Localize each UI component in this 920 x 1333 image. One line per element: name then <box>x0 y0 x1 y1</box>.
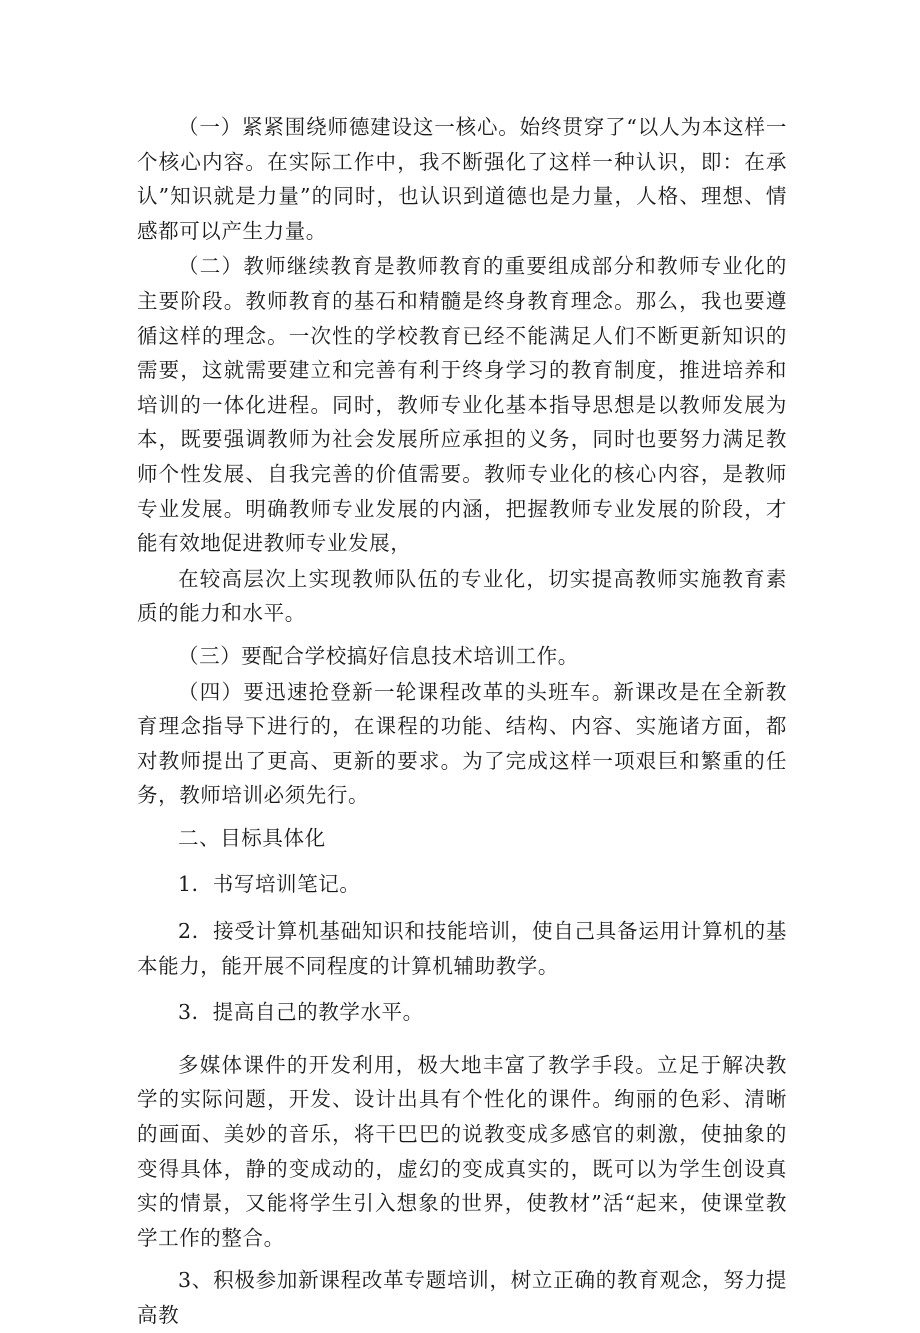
document-page <box>137 110 787 1333</box>
list-item-3: 3．提高自己的教学水平。 <box>178 1000 424 1025</box>
paragraph-reform-training: 3、积极参加新课程改革专题培训，树立正确的教育观念，努力提高教 <box>137 1268 787 1327</box>
section-heading-goals: 二、目标具体化 <box>178 825 326 850</box>
paragraph-continuing-education: （二）教师继续教育是教师教育的重要组成部分和教师专业化的主要阶段。教师教育的基石和精髓是终身教育理念。那么，我也要遵循这样的理念。一次性的学校教育已经不能满足人们不断更新知识的需要，这就需要建立和完善有利于终身学习的教育制度，推进培养和培训的一体化进程。同时，教师专业化基本指导思想是以教师发展为本，既要强调教师为社会发展所应承担的义务，同时也要努力满足教师个性发展、自我完善的价值需要。教师专业化的核心内容，是教师专业发展。明确教师专业发展的内涵，把握教师专业发展的阶段，才能有效地促进教师专业发展， <box>137 254 787 556</box>
paragraph-curriculum-reform: （四）要迅速抢登新一轮课程改革的头班车。新课改是在全新教育理念指导下进行的，在课程的功能、结构、内容、实施诸方面，都对教师提出了更高、更新的要求。为了完成这样一项艰巨和繁重的任务，教师培训必须先行。 <box>137 679 787 808</box>
list-item-2: 2．接受计算机基础知识和技能培训，使自己具备运用计算机的基本能力，能开展不同程度的计算机辅助教学。 <box>137 919 787 978</box>
list-item-1: 1．书写培训笔记。 <box>178 872 361 897</box>
paragraph-professionalization: 在较高层次上实现教师队伍的专业化，切实提高教师实施教育素质的能力和水平。 <box>137 566 787 626</box>
paragraph-it-training: （三）要配合学校搞好信息技术培训工作。 <box>178 643 579 668</box>
paragraph-moral-core: （一）紧紧围绕师德建设这一核心。始终贯穿了“以人为本这样一个核心内容。在实际工作中，我不断强化了这样一种认识，即：在承认”知识就是力量”的同时，也认识到道德也是力量，人格、理想、情感都可以产生力量。 <box>137 115 787 243</box>
paragraph-multimedia: 多媒体课件的开发利用，极大地丰富了教学手段。立足于解决教学的实际问题，开发、设计出具有个性化的课件。绚丽的色彩、清晰的画面、美妙的音乐，将干巴巴的说教变成多感官的刺激，使抽象的变得具体，静的变成动的，虚幻的变成真实的，既可以为学生创设真实的情景，又能将学生引入想象的世界，使教材”活“起来，使课堂教学工作的整合。 <box>137 1052 787 1250</box>
